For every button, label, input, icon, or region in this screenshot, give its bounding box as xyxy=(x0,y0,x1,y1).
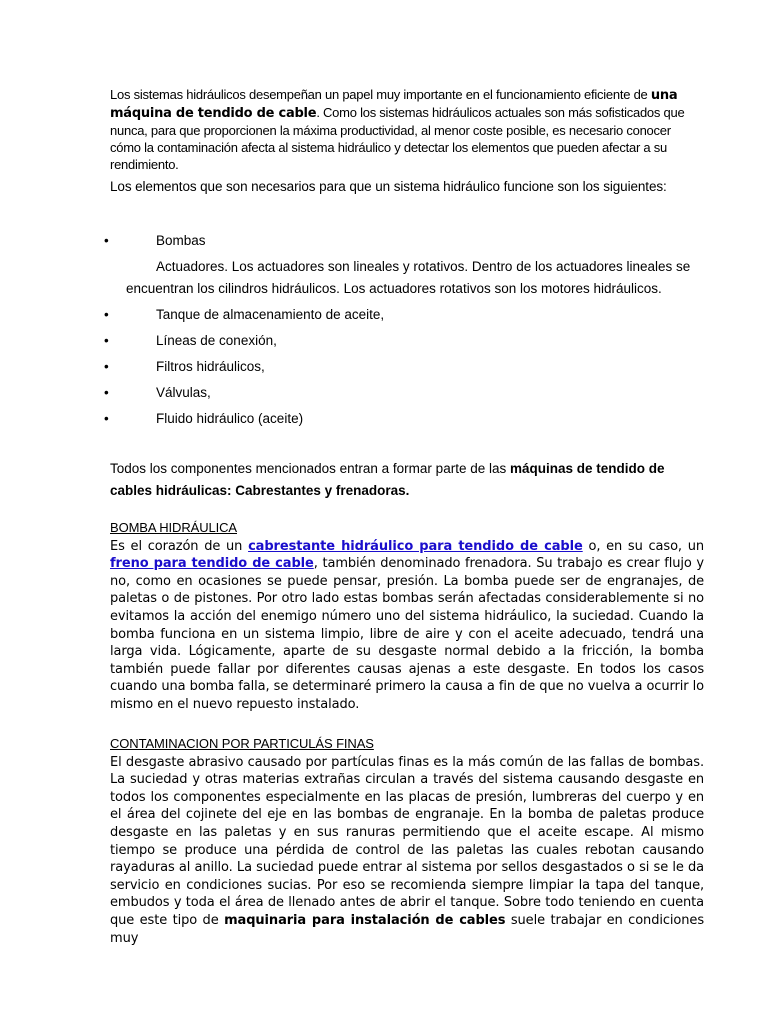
link-freno[interactable]: freno para tendido de cable xyxy=(110,556,314,572)
elements-intro-paragraph xyxy=(110,176,704,198)
components-paragraph xyxy=(110,458,704,502)
bullet-icon: • xyxy=(104,411,109,426)
components-bold: máquinas de tendido de cables hidráulicas: Cabrestantes y frenadoras. xyxy=(110,461,665,498)
list-item: • Filtros hidráulicos, xyxy=(0,356,704,378)
section-heading: BOMBA HIDRÁULICA xyxy=(110,520,237,535)
link-cabrestante[interactable]: cabrestante hidráulico para tendido de cable xyxy=(248,538,583,554)
section-bomba-hidraulica: BOMBA HIDRÁULICA Es el corazón de un cabrestante hidráulico para tendido de cable o, en su caso, un freno para tendido de cable, también denominado frenadora. Su trabajo es crear flujo y no, como en ocasiones se puede pensar, presión. La bomba puede ser de engranajes, de paletas o de pistones. Por otro lado estas bombas serán afectadas considerablemente si no evitamos la acción del enemigo número uno del sistema hidráulico, la suciedad. Cuando la bomba funciona en un sistema limpio, libre de aire y con el aceite adecuado, tendrá una larga vida. Lógicamente, aparte de su desgaste normal debido a la fricción, la bomba también puede fallar por diferentes causas ajenas a este desgaste. En todos los casos cuando una bomba falla, se determinaré primero la causa a fin de que no vuelva a ocurrir lo mismo en el nuevo repuesto instalado. xyxy=(110,520,704,712)
intro-bold-term: una máquina de tendido de cable xyxy=(110,88,678,121)
bullet-icon: • xyxy=(104,233,109,248)
intro-paragraph xyxy=(110,86,704,173)
bullet-icon: • xyxy=(104,307,109,322)
list-item: • Fluido hidráulico (aceite) xyxy=(0,408,704,430)
bullet-icon: • xyxy=(104,333,109,348)
list-item: • Bombas xyxy=(0,230,704,252)
intro-text-cont: . Como los sistemas hidráulicos actuales son más sofisticados que nunca, para que proporcionen la máxima productividad, al menor coste posible, es necesario conocer cómo la contaminación afecta al sistema hidráulico y detectar los elementos que pueden afectar a su rendimiento. xyxy=(110,105,685,172)
bullet-icon: • xyxy=(104,359,109,374)
elements-list xyxy=(0,230,768,434)
elements-intro-text: Los elementos que son necesarios para que un sistema hidráulico funcione son los siguientes: xyxy=(110,179,667,194)
section-bold-term: maquinaria para instalación de cables xyxy=(224,912,506,928)
list-item: Actuadores. Los actuadores son lineales y rotativos. Dentro de los actuadores lineales se encuentran los cilindros hidráulicos. Los actuadores rotativos son los motores hidráulicos. xyxy=(126,259,691,296)
list-item: • Válvulas, xyxy=(0,382,704,404)
section-heading: CONTAMINACION POR PARTICULÁS FINAS xyxy=(110,736,374,751)
intro-text: Los sistemas hidráulicos desempeñan un papel muy importante en el funcionamiento eficiente de xyxy=(110,87,651,102)
section-contaminacion: CONTAMINACION POR PARTICULÁS FINAS El desgaste abrasivo causado por partículas finas es la más común de las fallas de bombas. La suciedad y otras materias extrañas circulan a través del sistema causando desgaste en todos los componentes especialmente en las placas de presión, lumbreras del cuerpo y en el área del cojinete del eje en las bombas de engranaje. En la bomba de paletas produce desgaste en las paletas y en sus ranuras permitiendo que el aceite escape. Al mismo tiempo se produce una pérdida de control de las paletas las cuales rebotan causando rayaduras al anillo. La suciedad puede entrar al sistema por sellos desgastados o si se le da servicio en condiciones sucias. Por eso se recomienda siempre limpiar la tapa del tanque, embudos y toda el área de llenado antes de abrir el tanque. Sobre todo teniendo en cuenta que este tipo de maquinaria para instalación de cables suele trabajar en condiciones muy xyxy=(110,736,704,946)
components-text: Todos los componentes mencionados entran a formar parte de las xyxy=(110,461,510,476)
bullet-icon: • xyxy=(104,385,109,400)
list-item: • Líneas de conexión, xyxy=(0,330,704,352)
list-item: • Tanque de almacenamiento de aceite, xyxy=(0,304,704,326)
